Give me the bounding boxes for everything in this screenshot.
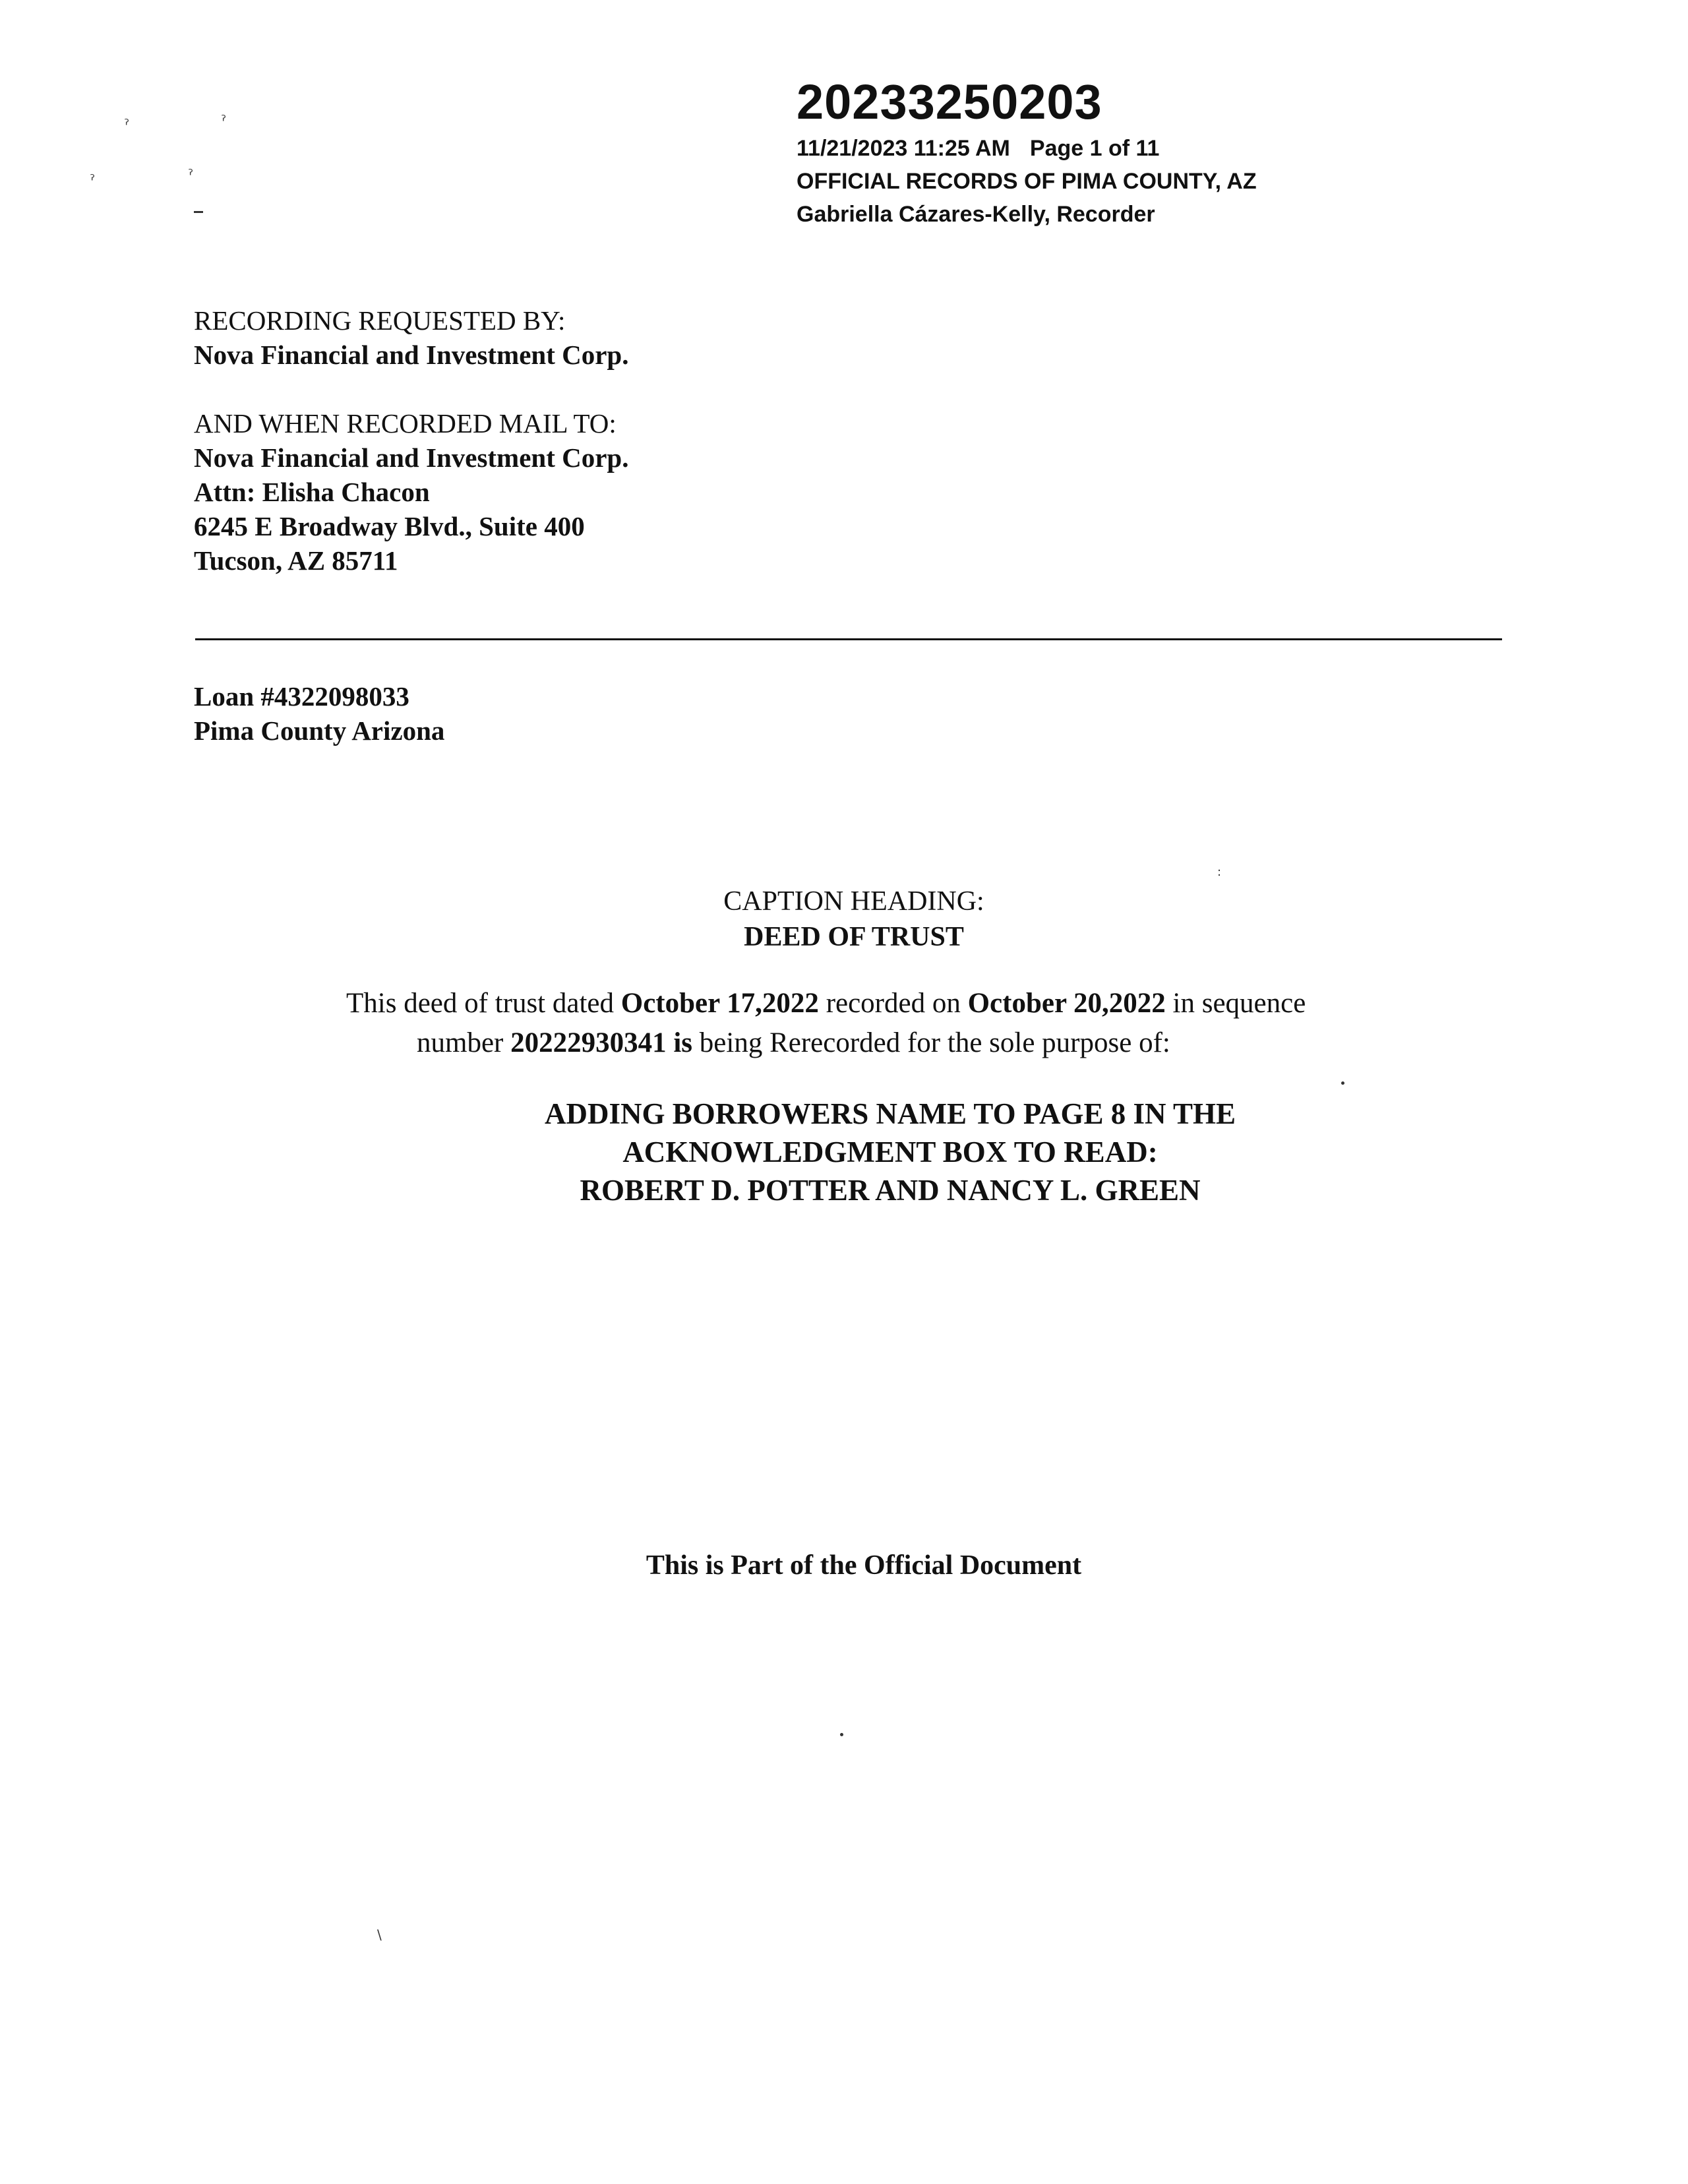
recorder-stamp [797,73,1257,231]
caption-heading [10,884,1688,955]
scan-speck: : [1217,865,1222,879]
scan-speck: ˀ [221,113,227,130]
sequence-number: 20222930341 is [510,1027,693,1058]
scan-speck [840,1733,843,1736]
scan-speck: ˀ [124,117,130,134]
caption-label: CAPTION HEADING: [723,886,984,917]
dated-date: October 17,2022 [620,988,819,1019]
loan-number: Loan #4322098033 [194,681,409,712]
mail-to-city: Tucson, AZ 85711 [194,545,398,576]
recorder-name: Gabriella Cázares-Kelly, Recorder [797,202,1155,227]
purpose-line: ACKNOWLEDGMENT BOX TO READ: [622,1136,1158,1168]
purpose-line: ADDING BORROWERS NAME TO PAGE 8 IN THE [544,1097,1236,1130]
recording-requested-block [194,303,628,372]
scan-speck: ˀ [90,173,96,189]
statement-text: This deed of trust dated [346,988,621,1019]
scan-speck: \ [377,1927,382,1943]
loan-block [194,679,444,748]
mail-to-address: 6245 E Broadway Blvd., Suite 400 [194,511,585,541]
recording-datetime: 11/21/2023 11:25 AM [797,136,1010,161]
recorded-date: October 20,2022 [967,988,1166,1019]
statement-text: being Rerecorded for the sole purpose of: [692,1027,1170,1058]
caption-title: DEED OF TRUST [744,922,964,952]
purpose-line: ROBERT D. POTTER AND NANCY L. GREEN [580,1174,1201,1207]
statement-line-2 [417,1023,1170,1063]
mail-to-label: AND WHEN RECORDED MAIL TO: [194,408,617,439]
scan-speck [194,211,203,213]
statement-text: recorded on [818,988,968,1019]
document-number: 20233250203 [797,75,1102,129]
divider-line [195,638,1502,640]
recording-office: OFFICIAL RECORDS OF PIMA COUNTY, AZ [797,169,1257,194]
statement-line-1 [346,984,1306,1023]
recording-requested-label: RECORDING REQUESTED BY: [194,305,566,336]
official-document-note: This is Part of the Official Document [646,1550,1082,1581]
loan-county: Pima County Arizona [194,715,445,746]
stamp-datetime-line [797,132,1257,165]
mail-to-block [194,406,628,578]
mail-to-attn: Attn: Elisha Chacon [194,477,430,507]
scan-speck [1341,1081,1344,1085]
purpose-block [46,1095,1688,1209]
page-count: Page 1 of 11 [1029,136,1160,161]
statement-text: in sequence [1165,988,1306,1019]
scan-speck: ˀ [188,167,194,184]
mail-to-name: Nova Financial and Investment Corp. [194,442,629,473]
requester-name: Nova Financial and Investment Corp. [194,340,629,370]
statement-text: number [417,1027,511,1058]
